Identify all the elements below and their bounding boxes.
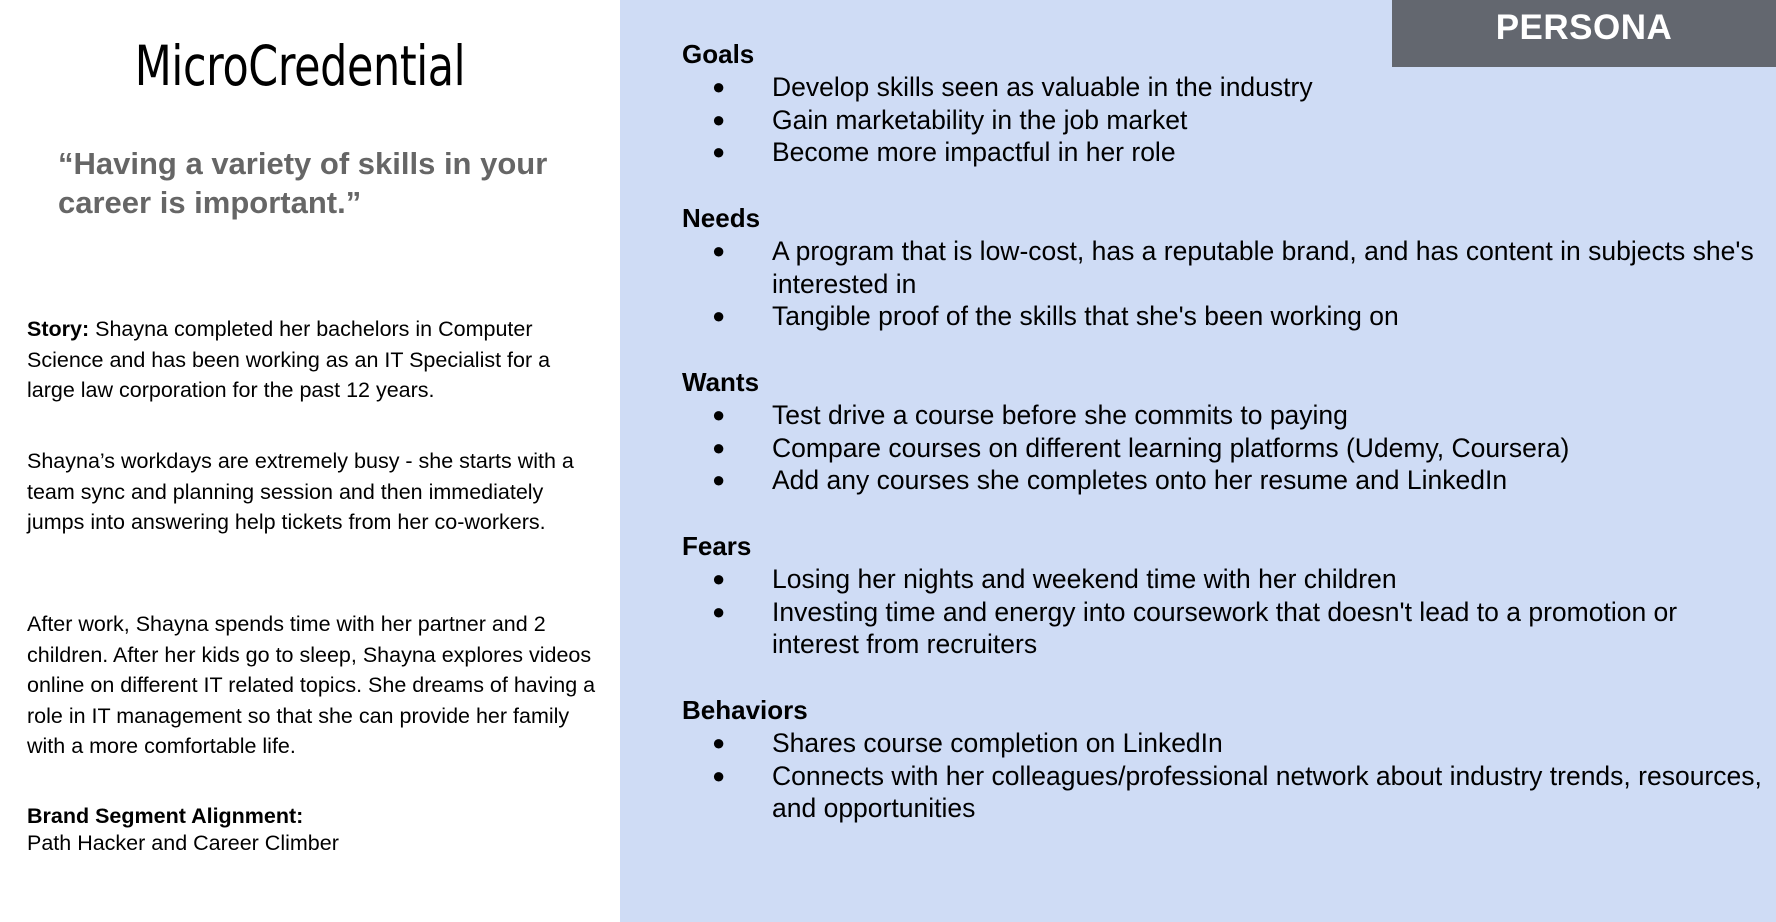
bullet-list: [682, 727, 1762, 825]
section-heading: Goals: [682, 39, 755, 69]
list-item: ● Tangible proof of the skills that she's been working on: [712, 301, 1399, 332]
bullet-icon: ●: [712, 467, 726, 493]
brand-segment-value: Path Hacker and Career Climber: [27, 831, 339, 855]
list-item: ● Become more impactful in her role: [712, 137, 1176, 168]
section-goals: [682, 38, 1762, 169]
bullet-icon: ●: [712, 566, 726, 591]
section-heading: Fears: [682, 531, 752, 561]
persona-quote: “Having a variety of skills in your career is important.”: [58, 146, 548, 220]
story-label: Story:: [27, 317, 90, 341]
bullet-icon: ●: [712, 762, 726, 788]
list-item: ● Investing time and energy into coursework that doesn't lead to a promotion or interest from recruiters: [712, 596, 1678, 660]
section-heading: Needs: [682, 203, 761, 233]
list-item: ● A program that is low-cost, has a reputable brand, and has content in subjects she's interested in: [712, 236, 1754, 299]
bullet-icon: ●: [712, 730, 726, 755]
section-heading: Wants: [682, 367, 760, 397]
section-wants: [682, 366, 1762, 497]
section-heading: Behaviors: [682, 695, 808, 725]
bullet-list: [682, 563, 1762, 661]
persona-badge: PERSONA: [1392, 0, 1776, 67]
bullet-icon: ●: [712, 598, 726, 624]
section-fears: [682, 530, 1762, 661]
list-item: ● Gain marketability in the job market: [712, 104, 1188, 135]
bullet-icon: ●: [712, 106, 726, 132]
section-needs: [682, 202, 1762, 333]
brand-segment-label: Brand Segment Alignment:: [27, 804, 304, 828]
bullet-icon: ●: [712, 238, 726, 263]
bullet-icon: ●: [712, 74, 726, 99]
list-item: ● Develop skills seen as valuable in the industry: [712, 72, 1313, 102]
bullet-list: [682, 399, 1762, 497]
page-title: MicroCredential: [134, 34, 466, 98]
story-paragraph-1: [27, 314, 597, 406]
story-paragraph-2: Shayna’s workdays are extremely busy - she starts with a team sync and planning session and then immediately jumps into answering help tickets from her co-workers.: [27, 449, 574, 534]
story-text-1: Shayna completed her bachelors in Computer Science and has been working as an IT Specialist for a large law corporation for the past 12 years.: [27, 317, 551, 402]
bullet-icon: ●: [712, 139, 726, 165]
bullet-icon: ●: [712, 303, 726, 329]
bullet-list: [682, 235, 1762, 333]
list-item: ● Test drive a course before she commits to paying: [712, 400, 1348, 430]
bullet-icon: ●: [712, 402, 726, 427]
list-item: ● Compare courses on different learning platforms (Udemy, Coursera): [712, 432, 1570, 463]
list-item: ● Shares course completion on LinkedIn: [712, 728, 1223, 758]
list-item: ● Connects with her colleagues/professional network about industry trends, resources, and opportunities: [712, 760, 1762, 824]
list-item: ● Losing her nights and weekend time with her children: [712, 564, 1397, 594]
section-behaviors: [682, 694, 1762, 825]
bullet-list: [682, 71, 1762, 169]
list-item: ● Add any courses she completes onto her resume and LinkedIn: [712, 465, 1508, 496]
story-paragraph-3: After work, Shayna spends time with her partner and 2 children. After her kids go to sleep, Shayna explores videos online on different IT related topics. She dreams of having a role in IT management so that she can provide her family with a more comfortable life.: [27, 612, 596, 758]
bullet-icon: ●: [712, 434, 726, 460]
